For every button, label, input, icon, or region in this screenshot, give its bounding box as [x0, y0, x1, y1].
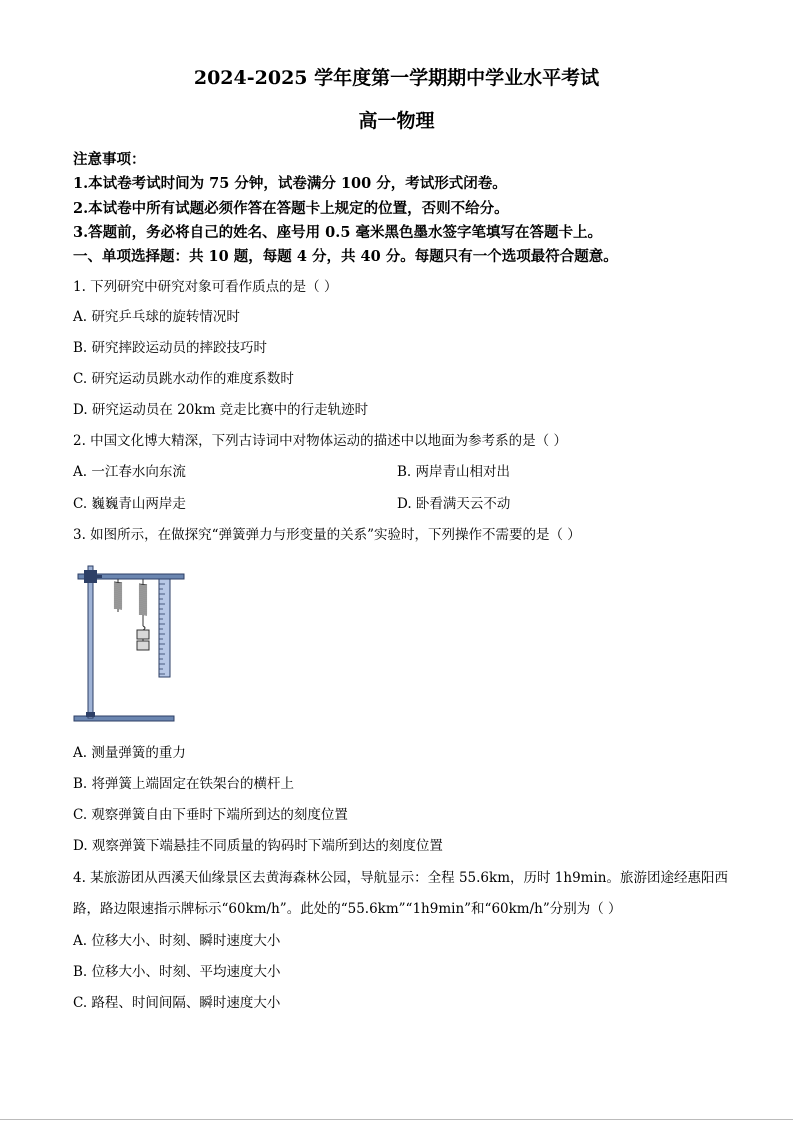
question-2-option-b: B. 两岸青山相对出 [397, 464, 511, 480]
question-2-option-c: C. 巍巍青山两岸走 [73, 496, 186, 512]
note-item-2: 2.本试卷中所有试题必须作答在答题卡上规定的位置，否则不给分。 [73, 200, 509, 217]
spring-experiment-figure [70, 552, 190, 728]
question-2-option-d: D. 卧看满天云不动 [397, 496, 511, 512]
question-4-stem-line-2: 路，路边限速指示牌标示“60km/h”。此处的“55.6km”“1h9min”和“60km/h”分别为（ ） [73, 901, 622, 917]
question-3-option-c: C. 观察弹簧自由下垂时下端所到达的刻度位置 [73, 807, 348, 823]
question-4-stem-line-1: 4. 某旅游团从西溪天仙缘景区去黄海森林公园，导航显示：全程 55.6km，历时 1h9min。旅游团途经惠阳西 [73, 870, 728, 886]
question-2-option-a: A. 一江春水向东流 [73, 464, 186, 480]
question-4-option-b: B. 位移大小、时刻、平均速度大小 [73, 964, 281, 980]
question-1-option-b: B. 研究摔跤运动员的摔跤技巧时 [73, 340, 268, 356]
section-heading: 一、单项选择题：共 10 题，每题 4 分，共 40 分。每题只有一个选项最符合题意。 [73, 248, 618, 265]
question-1-stem: 1. 下列研究中研究对象可看作质点的是（ ） [73, 279, 338, 295]
question-2-stem: 2. 中国文化博大精深，下列古诗词中对物体运动的描述中以地面为参考系的是（ ） [73, 433, 567, 449]
question-3-option-a: A. 测量弹簧的重力 [73, 745, 186, 761]
spring-loaded [139, 579, 147, 630]
weight-2 [137, 641, 149, 650]
stand-clamp [84, 570, 97, 583]
question-3-stem: 3. 如图所示，在做探究“弹簧弹力与形变量的关系”实验时，下列操作不需要的是（ ） [73, 527, 581, 543]
spring-free [114, 579, 122, 612]
note-item-1: 1.本试卷考试时间为 75 分钟，试卷满分 100 分，考试形式闭卷。 [73, 175, 507, 192]
question-3-option-b: B. 将弹簧上端固定在铁架台的横杆上 [73, 776, 295, 792]
note-item-3: 3.答题前，务必将自己的姓名、座号用 0.5 毫米黑色墨水签字笔填写在答题卡上。 [73, 224, 602, 241]
question-4-option-c: C. 路程、时间间隔、瞬时速度大小 [73, 995, 281, 1011]
question-1-option-d: D. 研究运动员在 20km 竞走比赛中的行走轨迹时 [73, 402, 369, 418]
exam-title: 2024-2025 学年度第一学期期中学业水平考试 [193, 67, 600, 89]
question-4-option-a: A. 位移大小、时刻、瞬时速度大小 [73, 933, 281, 949]
page-bottom-border [0, 1119, 793, 1120]
exam-subject: 高一物理 [358, 110, 435, 132]
question-3-option-d: D. 观察弹簧下端悬挂不同质量的钩码时下端所到达的刻度位置 [73, 838, 443, 854]
stand-rod [88, 566, 93, 718]
question-1-option-a: A. 研究乒乓球的旋转情况时 [73, 309, 240, 325]
weight-1 [137, 630, 149, 639]
notes-heading: 注意事项： [73, 151, 146, 168]
question-1-option-c: C. 研究运动员跳水动作的难度系数时 [73, 371, 294, 387]
